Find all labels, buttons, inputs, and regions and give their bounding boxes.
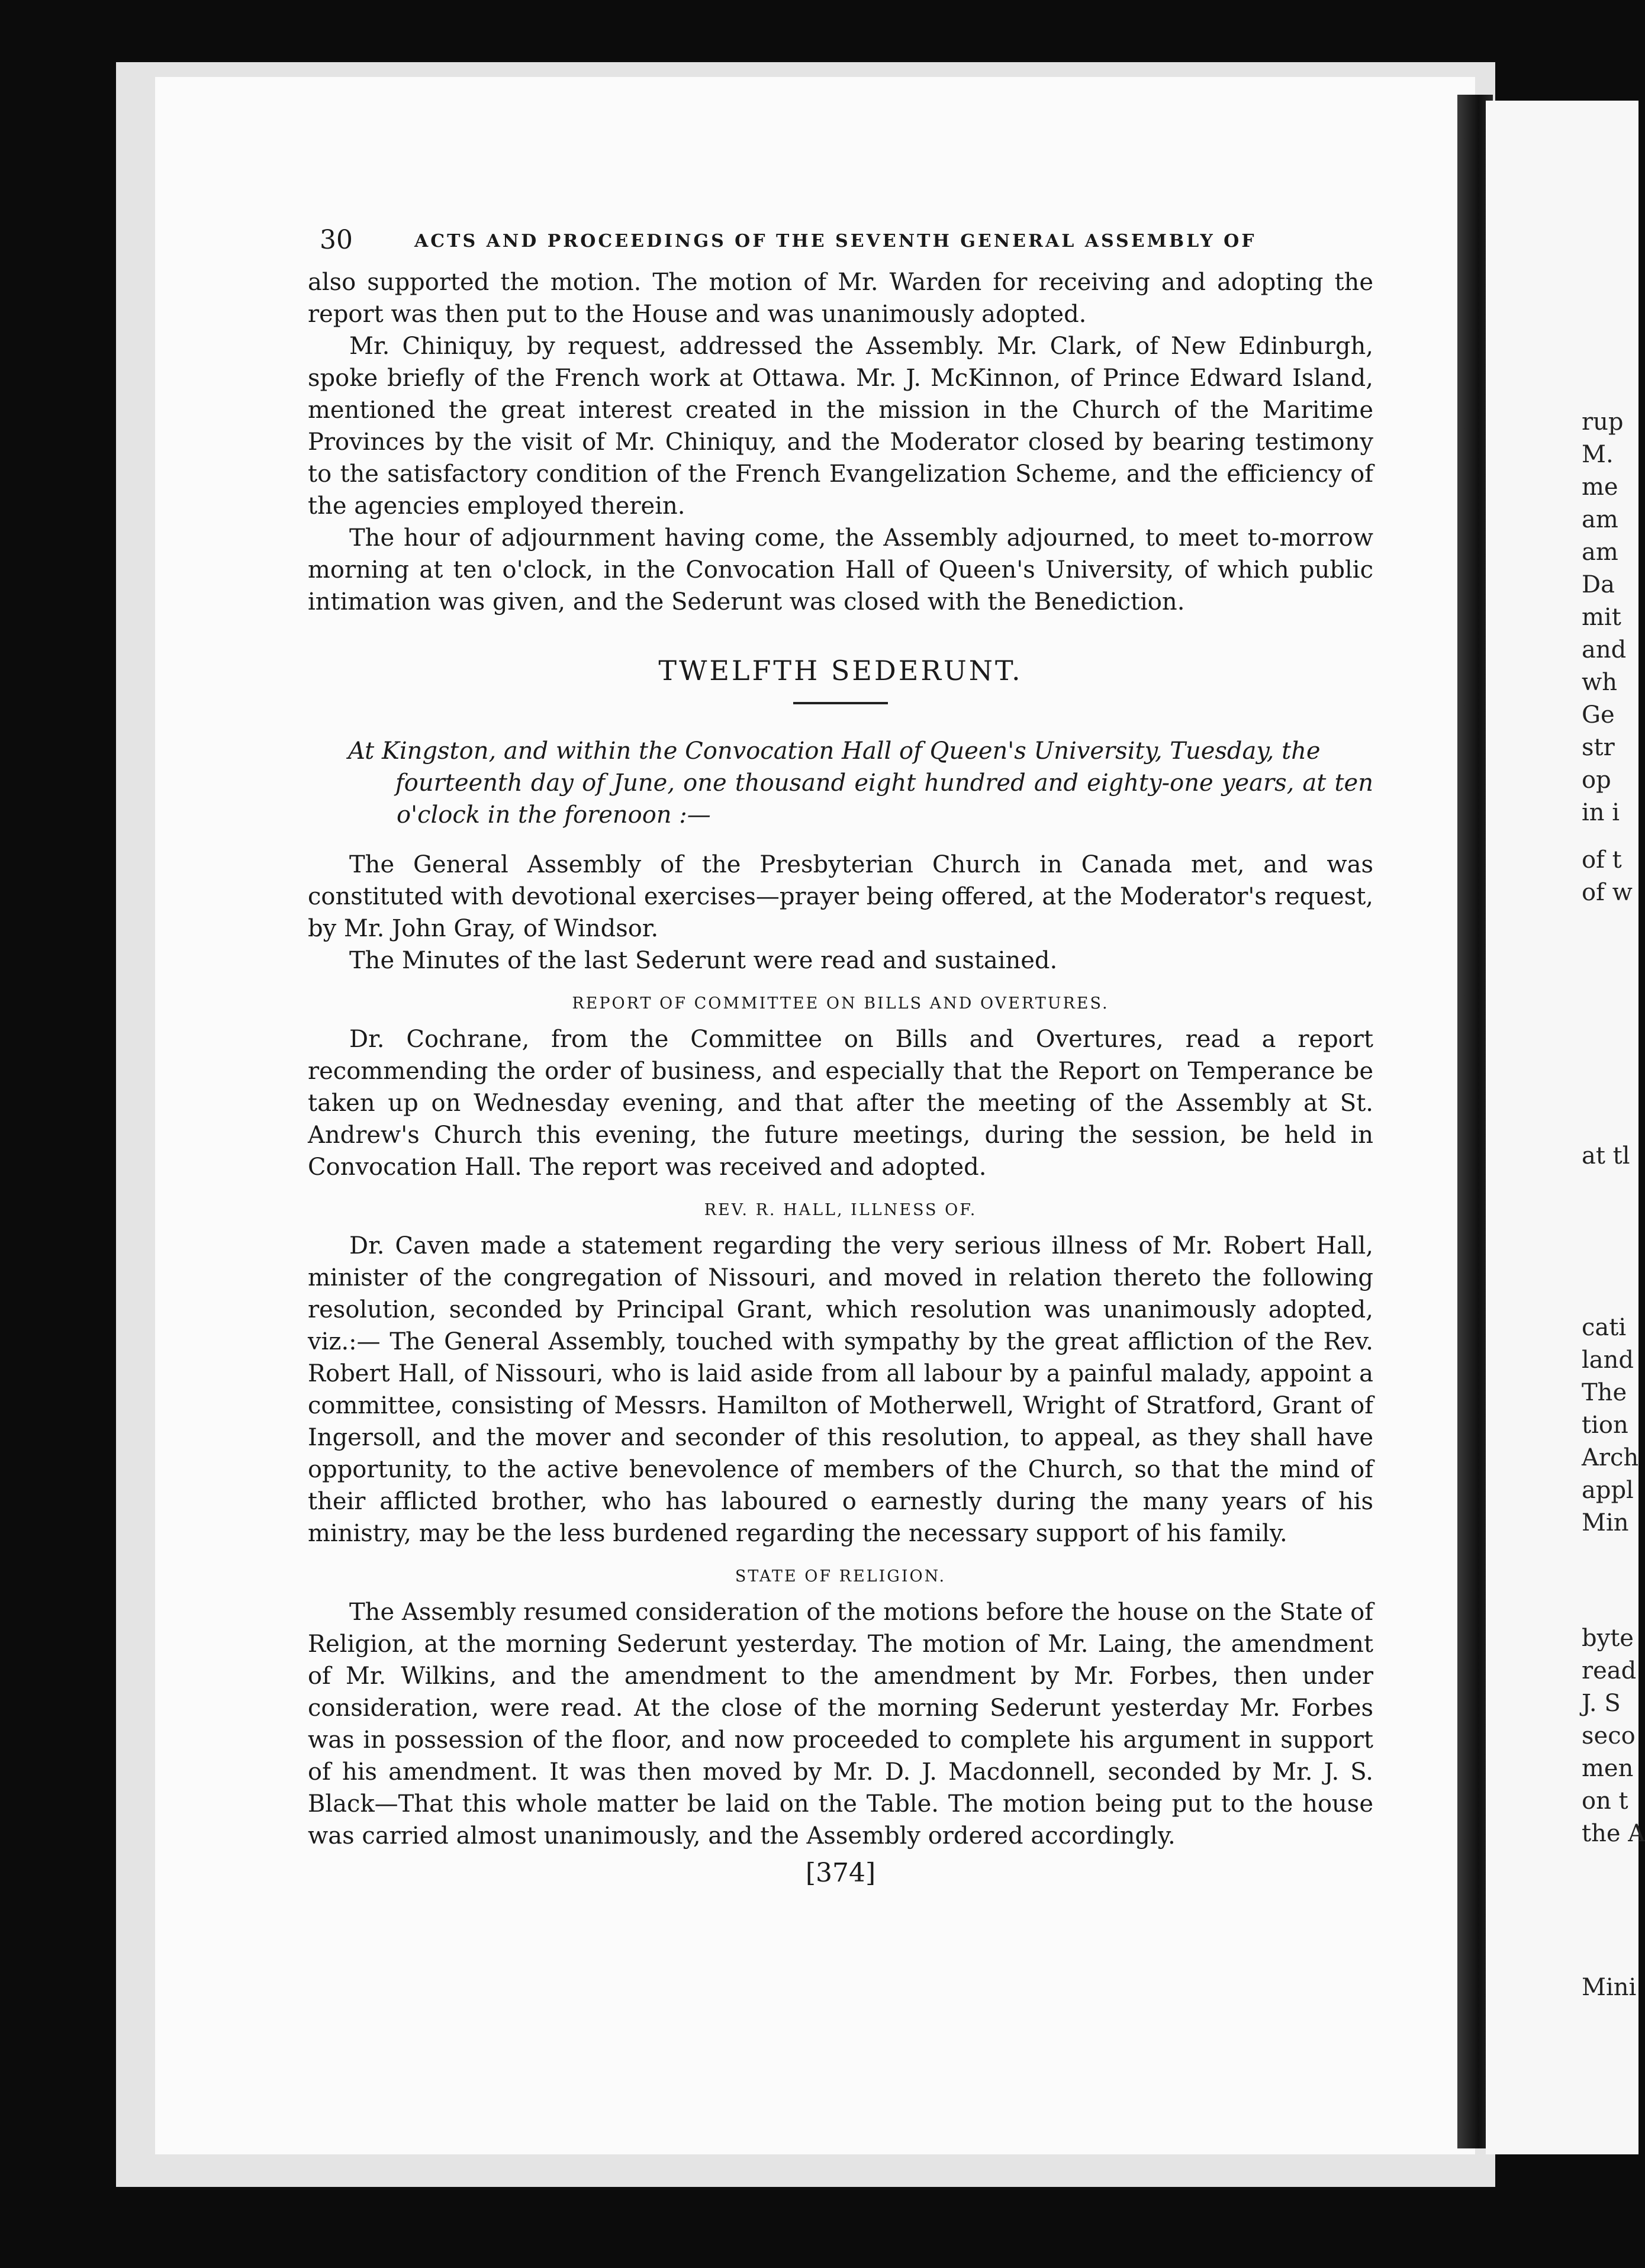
- right-fragment: rup: [1582, 408, 1624, 436]
- right-fragment: at tl: [1582, 1142, 1630, 1170]
- section-paragraph: Dr. Caven made a statement regarding the very serious illness of Mr. Robert Hall, minister of the congregation of Nissouri, and moved in relation thereto the following resolution, seconded by Principal Grant, which resolution was unanimously adopted, viz.:— The General Assembly, touched with sympathy by the great affliction of the Rev. Robert Hall, of Nissouri, who is laid aside from all labour by a painful malady, appoint a committee, consisting of Messrs. Hamilton of Motherwell, Wright of Stratford, Grant of Ingersoll, and the mover and seconder of this resolution, to appeal, as they shall have opportunity, to the active benevolence of members of the Church, so that the mind of their afflicted brother, who has laboured o earnestly during the many years of his ministry, may be the less burdened regarding the necessary support of his family.: [308, 1232, 1373, 1547]
- right-fragment: Arch: [1582, 1444, 1639, 1471]
- right-fragment: cati: [1582, 1314, 1627, 1341]
- right-fragment: str: [1582, 734, 1615, 761]
- left-page-content: [308, 225, 1373, 1888]
- right-fragment: J. S: [1582, 1690, 1621, 1717]
- right-fragment: of t: [1582, 846, 1622, 874]
- right-fragment: me: [1582, 473, 1618, 501]
- running-head: [308, 225, 1373, 266]
- sederunt-place-date: [349, 735, 1373, 831]
- right-fragment: op: [1582, 766, 1611, 794]
- right-fragment: wh: [1582, 669, 1617, 696]
- right-fragment: tion: [1582, 1412, 1628, 1439]
- right-fragment: am: [1582, 506, 1618, 533]
- section-paragraph: Dr. Cochrane, from the Committee on Bills and Overtures, read a report recommending the order of business, and especially that the Report on Temperance be taken up on Wednesday evening, and that after the meeting of the Assembly at St. Andrew's Church this evening, the future meetings, during the session, be held in Convocation Hall. The report was received and adopted.: [308, 1026, 1373, 1181]
- right-fragment: byte: [1582, 1625, 1634, 1652]
- place-line-1: At Kingston, and within the Convocation Hall of Queen's University, Tuesday, the: [348, 737, 1321, 765]
- paragraph: The hour of adjournment having come, the Assembly adjourned, to meet to-morrow morning at ten o'clock, in the Convocation Hall of Queen's University, of which public intimation was given, and the Sederunt was closed with the Benediction.: [308, 524, 1373, 616]
- right-fragment: seco: [1582, 1722, 1636, 1750]
- right-fragment: and: [1582, 636, 1627, 663]
- section-heading: STATE OF RELIGION.: [735, 1567, 947, 1586]
- minutes-paragraph: The Minutes of the last Sederunt were read and sustained.: [349, 947, 1058, 974]
- right-fragment: land: [1582, 1346, 1634, 1374]
- right-fragment: appl: [1582, 1477, 1634, 1504]
- right-fragment: Mini: [1582, 1974, 1637, 2001]
- right-fragment: on t: [1582, 1787, 1628, 1815]
- section-heading: REV. R. HALL, ILLNESS OF.: [704, 1201, 977, 1219]
- page-number: 30: [320, 225, 353, 255]
- right-fragment: mit: [1582, 604, 1621, 631]
- section-paragraph: The Assembly resumed consideration of the motions before the house on the State of Religion, at the morning Sederunt yesterday. The motion of Mr. Laing, the amendment of Mr. Wilkins, and the amendment to the amendment by Mr. Forbes, then under consideration, were read. At the close of the morning Sederunt yesterday Mr. Forbes was in possession of the floor, and now proceeded to complete his argument in support of his amendment. It was then moved by Mr. D. J. Macdonnell, seconded by Mr. J. S. Black—That this whole matter be laid on the Table. The motion being put to the house was carried almost unanimously, and the Assembly ordered accordingly.: [308, 1599, 1373, 1850]
- sederunt-title: TWELFTH SEDERUNT.: [658, 655, 1023, 687]
- page-footer-reference: [374]: [805, 1858, 876, 1888]
- running-title: ACTS AND PROCEEDINGS OF THE SEVENTH GENERAL ASSEMBLY OF: [414, 231, 1257, 252]
- right-fragment: read: [1582, 1657, 1637, 1684]
- right-fragment: of w: [1582, 879, 1633, 906]
- right-fragment: M.: [1582, 441, 1614, 468]
- right-fragment: Min: [1582, 1509, 1629, 1536]
- paragraph: Mr. Chiniquy, by request, addressed the Assembly. Mr. Clark, of New Edinburgh, spoke briefly of the French work at Ottawa. Mr. J. McKinnon, of Prince Edward Island, mentioned the great interest created in the mission in the Church of the Maritime Provinces by the visit of Mr. Chiniquy, and the Moderator closed by bearing testimony to the satisfactory condition of the French Evangelization Scheme, and the efficiency of the agencies employed therein.: [308, 333, 1373, 520]
- place-line-2: fourteenth day of June, one thousand eight hundred and eighty-one years, at ten o'clock in the forenoon :—: [395, 769, 1373, 829]
- right-fragment: The: [1582, 1379, 1627, 1406]
- right-fragment: am: [1582, 539, 1618, 566]
- right-fragment: Ge: [1582, 701, 1615, 729]
- right-fragment: in i: [1582, 799, 1620, 826]
- opening-paragraph: The General Assembly of the Presbyterian Church in Canada met, and was constituted with devotional exercises—prayer being offered, at the Moderator's request, by Mr. John Gray, of Windsor.: [308, 851, 1373, 942]
- paragraph: also supported the motion. The motion of Mr. Warden for receiving and adopting the report was then put to the House and was unanimously adopted.: [308, 269, 1373, 328]
- section-heading: REPORT OF COMMITTEE ON BILLS AND OVERTURES.: [572, 994, 1109, 1013]
- right-fragment: men: [1582, 1755, 1634, 1782]
- right-fragment: Da: [1582, 571, 1615, 598]
- title-rule: [793, 702, 888, 704]
- right-fragment: the A: [1582, 1820, 1645, 1847]
